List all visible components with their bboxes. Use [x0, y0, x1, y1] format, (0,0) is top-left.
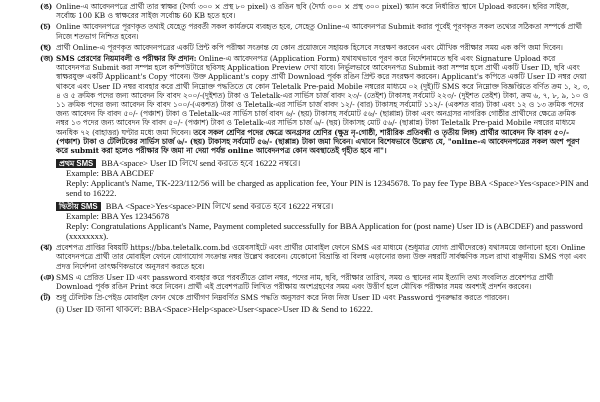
- item-number: (চ): [40, 22, 51, 32]
- instruction-item-signature-photo: [36, 2, 590, 20]
- item-number: (ঙ): [40, 2, 53, 11]
- instruction-item-print-copy: [36, 43, 590, 52]
- item-text: প্রবেশপত্র প্রাপ্তির বিষয়টি https://bba.teletalk.com.bd ওয়েবসাইটে এবং প্রার্থীর মোবাইল ফোনে SMS এর মাধ্যমে (শুধুমাত্র যোগ্য প্রার্থীদেরকে) যথাসময়ে জানানো হবে। Online আবেদনপত্রে প্রার্থী তার মোবাইল ফোনে যোগাযোগ সংক্রান্ত নম্বর উল্লেখ করবেন। যেকোনো বিভ্রান্তি বা বিলম্ব এড়ানোর জন্য উক্ত নম্বরটি সার্বক্ষণিক সচল রাখা বাঞ্ছনীয়। SMS পড়া এবং প্রদত্ত নির্দেশনা তাৎক্ষণিকভাবে অনুসরণ করতে হবে।: [56, 243, 587, 271]
- second-sms-badge: দ্বিতীয় SMS: [56, 202, 101, 211]
- item-text: প্রার্থী Online-এ পূরণকৃত আবেদনপত্রের একটি প্রিন্ট কপি পরীক্ষা সংক্রান্ত যে কোন প্রয়োজনে সহায়ক হিসেবে সংরক্ষণ করবেন এবং মৌখিক পরীক্ষার সময় এক কপি জমা দিবেন।: [56, 42, 563, 52]
- sms-section-heading: SMS প্রেরণের নিয়মাবলী ও পরীক্ষার ফি প্রদান:: [56, 54, 197, 64]
- first-sms-example: Example: BBA ABCDEF: [66, 168, 154, 179]
- sms-fee-section: [36, 54, 590, 155]
- instruction-item-credential-recovery: [36, 293, 590, 302]
- second-sms-example: Example: BBA Yes 12345678: [66, 211, 170, 222]
- recovery-label: (i): [56, 304, 65, 315]
- item-number: (ঝ): [40, 243, 53, 253]
- first-sms-reply: Reply: Applicant's Name, TK-223/112/56 will be charged as application fee, Your PIN is 12345678. To pay fee Type BBA <Space>Yes<space>PIN and send to 16222.: [66, 178, 589, 199]
- item-text: শুধু টেলিটক প্রি-পেইড মোবাইল ফোন থেকে প্রার্থীগণ নিম্নবর্ণিত SMS পদ্ধতি অনুসরণ করে নিজ নিজ User ID এবং Password পুনরুদ্ধার করতে পারবেন।: [56, 293, 510, 303]
- notice-page: [0, 2, 600, 402]
- second-sms-instruction: BBA <Space>Yes<space>PIN লিখে send করতে হবে 16222 নম্বরে।: [105, 201, 334, 212]
- first-sms-instruction: BBA<space> User ID লিখে send করতে হবে 16222 নম্বরে।: [101, 158, 301, 169]
- recovery-user-id-line: [36, 304, 590, 314]
- recovery-text: User ID জানা থাকলে: BBA<Space>Help<space>User<space>User ID & Send to 16222.: [66, 304, 373, 315]
- item-number: (ট): [40, 293, 51, 303]
- item-text: Online-এ আবেদনপত্রে প্রার্থী তার স্বাক্ষর (দৈর্ঘ্য ৩০০ × প্রস্থ ৮০ pixel) ও রঙিন ছবি (দৈর্ঘ্য ৩০০ × প্রস্থ ৩০০ pixel) স্ক্যান করে নির্ধারিত স্থানে Upload করবেন। ছবির সাইজ, সর্বোচ্চ 100 KB ও স্বাক্ষরের সাইজ সর্বোচ্চ 60 KB হতে হবে।: [56, 2, 570, 21]
- second-sms-block: [36, 201, 590, 241]
- item-number: (ঞ): [40, 272, 55, 282]
- first-sms-block: [36, 158, 590, 198]
- sms-section-notice: তবে সকল শ্রেণির পদের ক্ষেত্রে অনগ্রসর শ্রেণির (ক্ষুদ্র নৃ-গোষ্ঠী, শারীরিক প্রতিবন্ধী ও তৃতীয় লিঙ্গ) প্রার্থীর আবেদন ফি বাবদ ৫০/- (পঞ্চাশ) টাকা ও টেলিটকের সার্ভিস চার্জ ৬/- (ছয়) টাকাসহ সর্বমোট ৫৬/- (ছাপ্পান্ন) টাকা জমা দিবেন। এখানে বিশেষভাবে উল্লেখ্য যে, "online-এ আবেদনপত্রের সকল অংশ পূরণ করে submit করা হলেও পরীক্ষার ফি জমা না দেয়া পর্যন্ত online আবেদনপত্র কোন অবস্থাতেই গৃহীত হবে না"।: [56, 127, 580, 156]
- item-number: (জ): [40, 54, 54, 64]
- sms-section-body: Online-এ আবেদনপত্র (Application Form) যথাযথভাবে পূরণ করে নির্দেশনামতে ছবি এবং Signature Upload করে আবেদনপত্র Submit করা সম্পন্ন হলে কম্পিউটারে ছবিসহ Application Preview দেখা যাবে। নির্ভুলভাবে আবেদনপত্র Submit করা সম্পন্ন হলে প্রার্থী একটি User ID, ছবি এবং স্বাক্ষরযুক্ত একটি Applicant's Copy পাবেন। উক্ত Applicant's copy প্রার্থী Download পূর্বক রঙিন প্রিন্ট করে সংরক্ষণ করবেন। Applicant's কপিতে একটি User ID নম্বর দেয়া থাকবে এবং User ID নম্বর ব্যবহার করে প্রার্থী নিম্নোক্ত পদ্ধতিতে যে কোন Teletalk Pre-paid Mobile নম্বরের মাধ্যমে ০২ (দুই)টি SMS করে নিম্নোক্ত বিজ্ঞপ্তিতে বর্ণিত ক্রম ১, ২, ৩, ৪ ও ৫ ক্রমিক পদের জন্য আবেদন ফি বাবদ ২০০/-(দুইশত) টাকা ও Teletalk-এর সার্ভিস চার্জ বাবদ ২৩/- (তেইশ) টাকাসহ সর্বমোট ২২৩/- (দুইশত তেইশ) টাকা, ক্রম ৬, ৭, ৮, ৯, ১০ ও ১১ ক্রমিক পদের জন্য আবেদন ফি বাবদ ১০০/-(একশত) টাকা ও Teletalk-এর সার্ভিস চার্জ বাবদ ১২/- (বার) টাকাসহ সর্বমোট ১১২/- (একশত বার) টাকা এবং ১২ ও ১৩ ক্রমিক পদের জন্য আবেদন ফি বাবদ ৫০/- (পঞ্চাশ) টাকা ও Teletalk-এর সার্ভিস চার্জ বাবদ ৬/- (ছয়) টাকাসহ সর্বমোট ৫৬/- (ছাপ্পান্ন) টাকা এবং অনগ্রসর নাগরিক গোষ্ঠীর প্রার্থীদের ক্ষেত্রে ক্রমিক নম্বর ১৩ পদের জন্য আবেদন ফি বাবদ ৫০/- (পঞ্চাশ) টাকা ও Teletalk-এর সার্ভিস চার্জ ৬/- (ছয়) টাকাসহ মোট ৫৬/- (ছাপ্পান্ন) টাকা Teletalk Pre-paid Mobile নম্বরের মাধ্যমে অনধিক ৭২ (বাহাত্তর) ঘণ্টার মধ্যে জমা দিবেন।: [56, 54, 590, 137]
- item-text: SMS এ প্রেরিত User ID এবং password ব্যবহার করে পরবর্তীতে রোল নম্বর, পদের নাম, ছবি, পরীক্ষার তারিখ, সময় ও স্থানের নাম ইত্যাদি তথ্য সংবলিত প্রবেশপত্র প্রার্থী Download পূর্বক রঙিন Print করে নিবেন। প্রার্থী এই প্রবেশপত্রটি লিখিত পরীক্ষায় অংশগ্রহণের সময় এবং উত্তীর্ণ হলে মৌখিক পরীক্ষার সময় অবশ্যই প্রদর্শন করবেন।: [56, 272, 554, 292]
- instruction-item-verify-info: [36, 22, 590, 40]
- second-sms-reply: Reply: Congratulations Applicant's Name, Payment completed successfully for BBA Application for (post name) User ID is (ABCDEF) and password (xxxxxxxx).: [66, 221, 583, 242]
- item-text: Online আবেদনপত্রে পূরণকৃত তথ্যই যেহেতু পরবর্তী সকল কার্যক্রমে ব্যবহৃত হবে, সেহেতু Online-এ আবেদনপত্র Submit করার পূর্বেই পূরণকৃত সকল তথ্যের সঠিকতা সম্পর্কে প্রার্থী নিজে শতভাগ নিশ্চিত হবেন।: [56, 22, 583, 41]
- instruction-item-admit-card-notice: [36, 243, 590, 271]
- item-number: (ছ): [40, 42, 52, 52]
- first-sms-badge: প্রথম SMS: [56, 159, 96, 168]
- instruction-item-admit-card-download: [36, 273, 590, 291]
